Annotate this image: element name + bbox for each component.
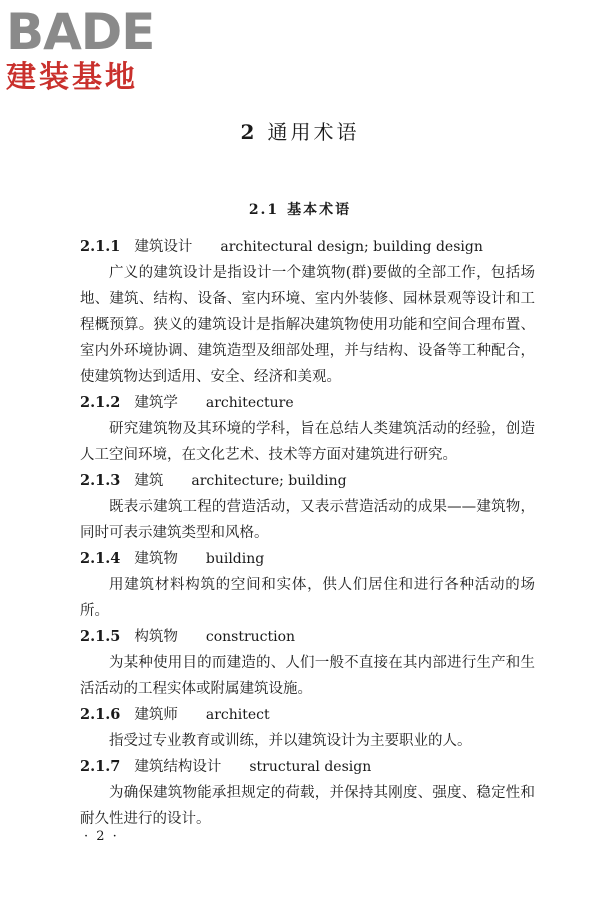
term-entry [80,470,535,546]
term-heading [80,392,535,416]
term-definition: 研究建筑物及其环境的学科，旨在总结人类建筑活动的经验，创造人工空间环境，在文化艺术、技术等方面对建筑进行研究。 [80,421,535,463]
term-number: 2.1.7 [80,758,121,775]
term-chinese: 建筑学 [134,395,178,411]
term-number: 2.1.1 [80,238,121,255]
term-entry [80,626,535,702]
section-title: 基本术语 [287,202,352,218]
term-chinese: 建筑物 [134,551,178,567]
term-definition: 指受过专业教育或训练，并以建筑设计为主要职业的人。 [109,733,472,749]
term-number: 2.1.2 [80,394,121,411]
section-number: 2.1 [248,202,280,218]
section-heading [0,200,600,220]
term-heading [80,470,535,494]
term-entry [80,548,535,624]
term-heading [80,626,535,650]
term-list [80,236,535,834]
term-english: structural design [249,759,372,775]
term-english: architecture [205,395,294,411]
term-chinese: 建筑 [134,473,164,489]
term-entry [80,704,535,754]
term-number: 2.1.5 [80,628,121,645]
term-number: 2.1.3 [80,472,121,489]
term-definition: 为某种使用目的而建造的、人们一般不直接在其内部进行生产和生活活动的工程实体或附属建筑设施。 [80,655,535,697]
term-heading [80,236,535,260]
term-definition: 广义的建筑设计是指设计一个建筑物(群)要做的全部工作，包括场地、建筑、结构、设备、室内环境、室内外装修、园林景观等设计和工程概预算。狭义的建筑设计是指解决建筑物使用功能和空间合理布置、室内外环境协调、建筑造型及细部处理，并与结构、设备等工种配合，使建筑物达到适用、安全、经济和美观。 [80,265,535,385]
term-chinese: 建筑设计 [134,239,193,255]
term-definition: 为确保建筑物能承担规定的荷载，并保持其刚度、强度、稳定性和耐久性进行的设计。 [80,785,535,827]
logo [6,3,178,95]
chapter-number: 2 [240,120,258,144]
term-heading [80,756,535,780]
term-entry [80,236,535,390]
term-english: architect [205,707,270,723]
term-english: building [205,551,265,567]
page-number: · 2 · [84,829,119,844]
term-chinese: 构筑物 [134,629,178,645]
term-definition: 既表示建筑工程的营造活动，又表示营造活动的成果——建筑物，同时可表示建筑类型和风格。 [80,499,535,541]
logo-wordmark: BADE [6,3,155,61]
term-number: 2.1.4 [80,550,121,567]
term-number: 2.1.6 [80,706,121,723]
term-chinese: 建筑师 [134,707,178,723]
term-definition: 用建筑材料构筑的空间和实体，供人们居住和进行各种活动的场所。 [80,577,535,619]
logo-tagline: 建装基地 [6,60,138,95]
term-heading [80,704,535,728]
term-english: architectural design; building design [220,239,483,255]
chapter-heading [0,118,600,146]
term-english: architecture; building [191,473,347,489]
term-english: construction [205,629,296,645]
term-entry [80,756,535,832]
chapter-title: 通用术语 [267,120,360,144]
term-entry [80,392,535,468]
term-chinese: 建筑结构设计 [134,759,222,775]
term-heading [80,548,535,572]
